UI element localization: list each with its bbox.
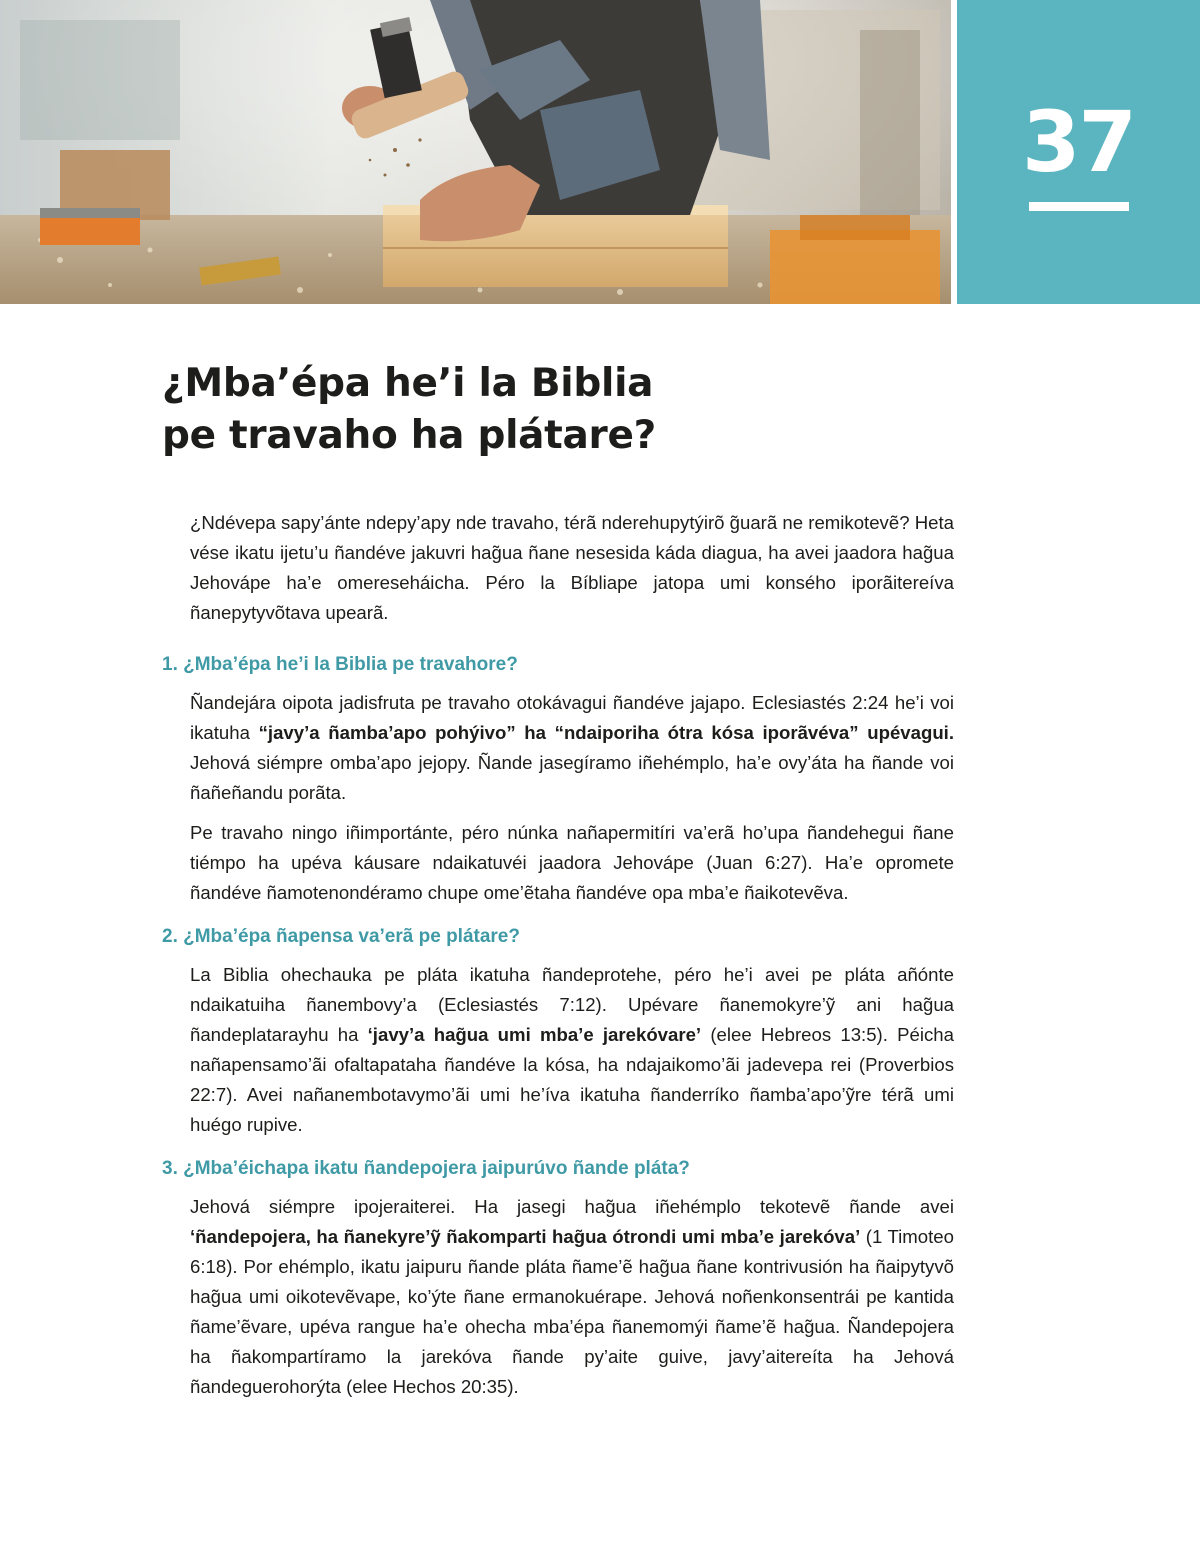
section-2-heading: 2. ¿Mba’épa ñapensa va’erã pe plátare? (162, 926, 520, 947)
section-3-paragraph-1 (190, 1192, 954, 1402)
section-1-paragraph-2 (190, 818, 954, 908)
section-1-paragraph-2-text: Pe travaho ningo iñimportánte, péro núnka nañapermitíri va’erã ho’upa ñandehegui ñane tiémpo ha upéva káusare ndaikatuvéi jaadora Jehovápe (Juan 6:27). Ha’e opromete ñandéve ñamotenondéramo chupe ome’ẽtaha ñandéve opa mba’e ñaikotevẽva. (190, 822, 954, 903)
chapter-number: 37 (1022, 93, 1135, 191)
page-title-line-2: pe travaho ha plátare? (162, 413, 656, 458)
chapter-tab (957, 0, 1200, 304)
section-3-heading: 3. ¿Mba’éichapa ikatu ñandepojera jaipurúvo ñande pláta? (162, 1158, 690, 1179)
section-2 (162, 922, 954, 1140)
section-1-heading: 1. ¿Mba’épa he’i la Biblia pe travahore? (162, 654, 518, 675)
section-1-paragraph-1-bold: “javy’a ñamba’apo pohýivo” ha “ndaiporiha ótra kósa iporãvéva” upévagui. (258, 722, 955, 743)
page-title (162, 358, 862, 462)
lesson-content (162, 508, 954, 1412)
section-3-paragraph-1-bold: ‘ñandepojera, ha ñanekyre’ỹ ñakomparti hag̃ua ótrondi umi mba’e jarekóva’ (190, 1226, 861, 1247)
intro-paragraph: ¿Ndévepa sapy’ánte ndepy’apy nde travaho, térã nderehupytýirõ g̃uarã ne remikotevẽ? Heta vése ikatu ijetu’u ñandéve jakuvri hag̃ua ñane nesesida káda diagua, ha avei jaadora hag̃ua Jehovápe ha’e omereseháicha. Péro la Bíbliape jatopa umi konsého iporãitereíva ñanepytyvõtava upearã. (190, 512, 954, 623)
carpenter-hammer-photo (0, 0, 951, 304)
section-2-paragraph-1 (190, 960, 954, 1140)
page-title-line-1: ¿Mba’épa he’i la Biblia (162, 361, 654, 406)
section-3-paragraph-1-text: Jehová siémpre ipojeraiterei. Ha jasegi hag̃ua iñehémplo tekotevẽ ñande avei (190, 1196, 954, 1217)
header-photo (0, 0, 951, 304)
section-3 (162, 1154, 954, 1402)
section-2-paragraph-1-text: La Biblia ohechauka pe pláta ikatuha ñandeprotehe, péro he’i avei pe pláta añónte ndaikatuiha ñanembovy’a (Eclesiastés 7:12). Upévare ñanemokyre’ỹ ani hag̃ua ñandeplatarayhu ha (190, 964, 954, 1045)
section-1-paragraph-1-text: Ñandejára oipota jadisfruta pe travaho otokávagui ñandéve jajapo. Eclesiastés 2:24 he’i voi ikatuha (190, 692, 954, 743)
section-2-paragraph-1-text-end: (elee Hebreos 13:5). Péicha nañapensamo’ãi ofaltapataha ñandéve la kósa, ha ndajaikomo’ãi jadevepa rei (Proverbios 22:7). Avei nañanembotavymo’ãi umi he’íva ikatuha ñanderríko ñamba’apo’ỹre térã umi huégo rupive. (190, 1024, 954, 1135)
section-1-paragraph-1 (190, 688, 954, 808)
chapter-underline (1029, 202, 1129, 211)
section-1 (162, 650, 954, 908)
section-2-paragraph-1-bold: ‘javy’a hag̃ua umi mba’e jarekóvare’ (367, 1024, 702, 1045)
section-3-paragraph-1-text-end: (1 Timoteo 6:18). Por ehémplo, ikatu jaipuru ñande pláta ñame’ẽ hag̃ua ñane kontrivusión ha ñaipytyvõ hag̃ua umi oikotevẽvape, ko’ýte ñane ermanokuérape. Jehová noñenkonsentrái pe kantida ñame’ẽvare, upéva rangue ha’e ohecha mba’épa ñanemomýi ñame’ẽ hag̃ua. Ñandepojera ha ñakompartíramo la jarekóva ñande py’aite guive, javy’aitereíta ha Jehová ñandeguerohorýta (elee Hechos 20:35). (190, 1226, 954, 1397)
section-1-paragraph-1-text-end: Jehová siémpre omba’apo jejopy. Ñande jasegíramo iñehémplo, ha’e ovy’áta ha ñande voi ñañeñandu porãta. (190, 752, 954, 803)
